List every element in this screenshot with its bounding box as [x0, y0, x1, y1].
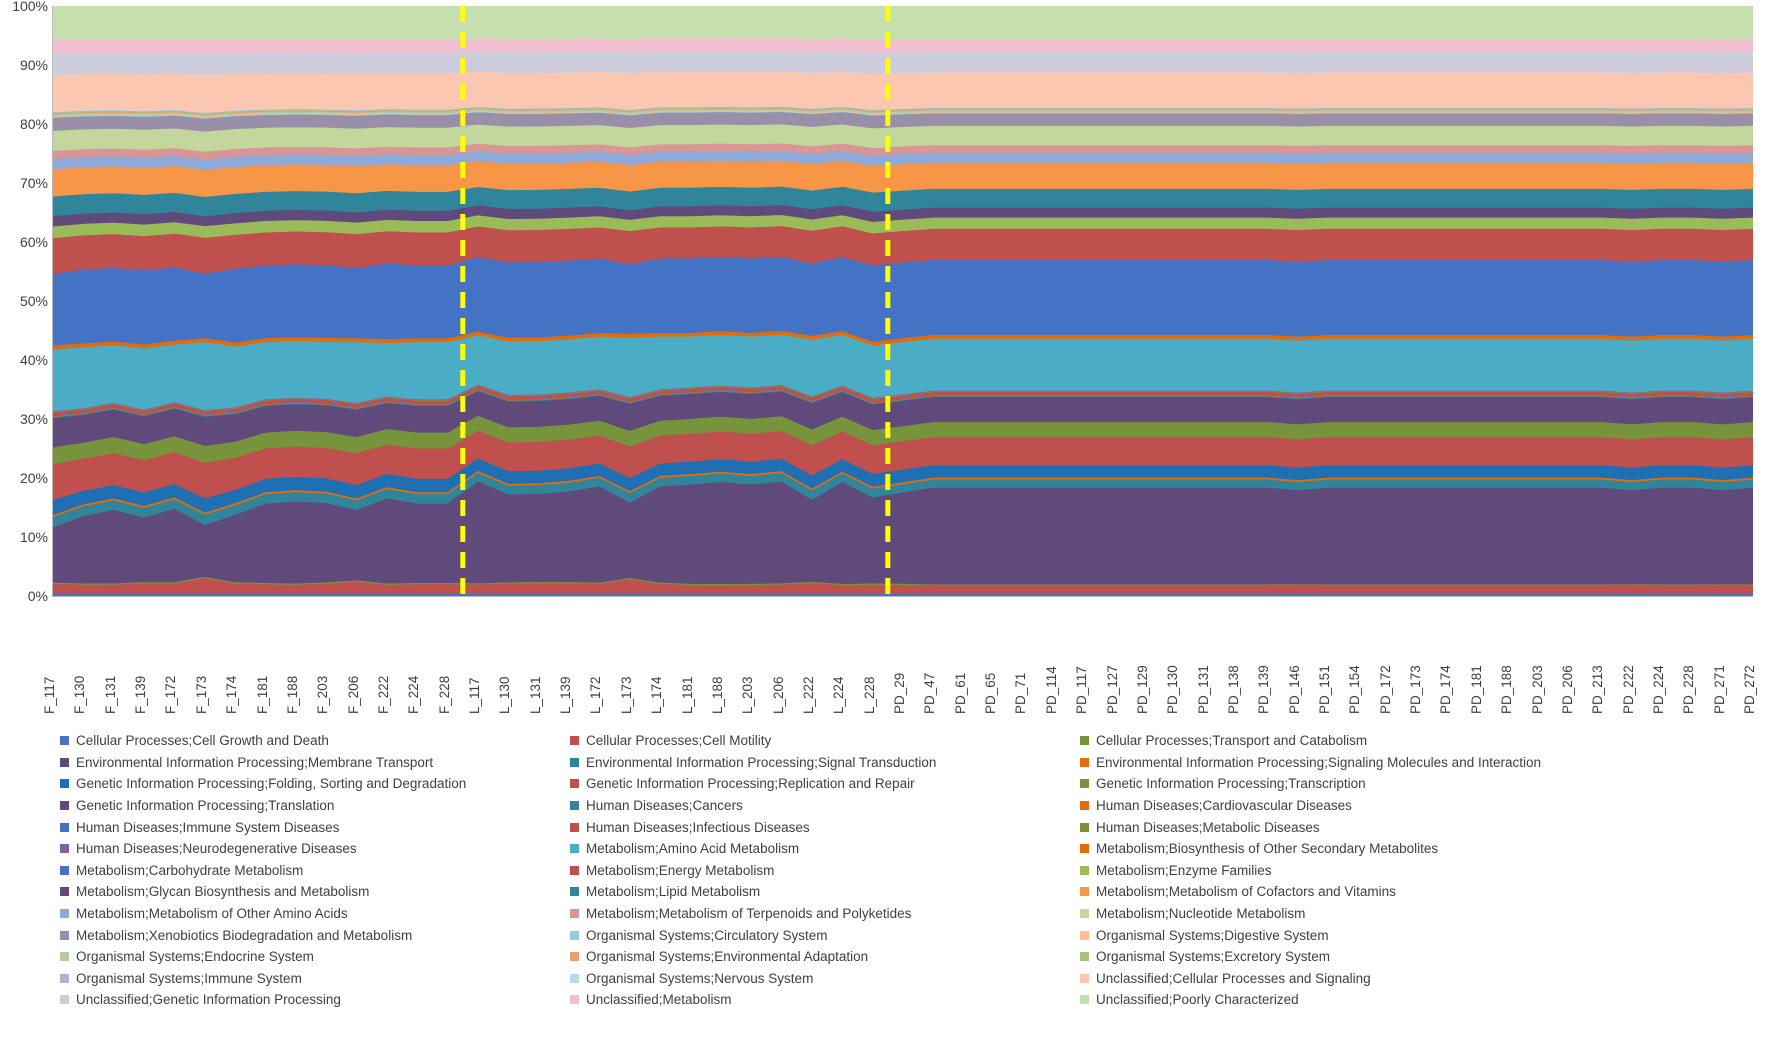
- legend-label: Human Diseases;Neurodegenerative Diseases: [76, 841, 357, 857]
- legend-color-swatch: [570, 801, 579, 810]
- legend-color-swatch: [1080, 887, 1089, 896]
- legend-item[interactable]: [1080, 816, 1600, 838]
- legend-item[interactable]: [1080, 730, 1600, 752]
- legend-color-swatch: [60, 931, 69, 940]
- x-axis-tick-label: F_172: [163, 675, 179, 714]
- legend-item[interactable]: [60, 838, 570, 860]
- legend-item[interactable]: [570, 860, 1080, 882]
- x-axis-tick-label: F_139: [133, 675, 149, 714]
- legend-color-swatch: [60, 887, 69, 896]
- legend-label: Environmental Information Processing;Signal Transduction: [586, 754, 937, 770]
- legend-item[interactable]: [1080, 968, 1600, 990]
- x-axis-tick-label: F_174: [224, 675, 240, 714]
- legend-label: Metabolism;Amino Acid Metabolism: [586, 841, 800, 857]
- x-axis-tick-label: PD_213: [1590, 665, 1606, 714]
- chart-svg: [53, 6, 1753, 596]
- legend-item[interactable]: [1080, 838, 1600, 860]
- legend-item[interactable]: [570, 989, 1080, 1011]
- x-axis-tick-label: PD_203: [1529, 665, 1545, 714]
- legend-color-swatch: [570, 931, 579, 940]
- x-axis-tick-label: PD_222: [1620, 665, 1636, 714]
- legend-label: Metabolism;Lipid Metabolism: [586, 884, 761, 900]
- legend-color-swatch: [60, 758, 69, 767]
- x-axis-tick-label: PD_206: [1559, 665, 1575, 714]
- x-axis-tick-label: PD_29: [892, 672, 907, 714]
- legend-item[interactable]: [1080, 881, 1600, 903]
- legend-color-swatch: [570, 844, 579, 853]
- legend-label: Metabolism;Metabolism of Other Amino Acids: [76, 906, 348, 922]
- x-axis-tick-label: PD_131: [1195, 665, 1211, 714]
- legend-color-swatch: [570, 758, 579, 767]
- x-axis-tick-label: L_139: [558, 676, 574, 714]
- legend-label: Metabolism;Enzyme Families: [1096, 862, 1272, 878]
- x-axis-tick-label: PD_181: [1468, 665, 1484, 714]
- x-axis-tick-label: F_224: [406, 675, 422, 714]
- legend-label: Human Diseases;Immune System Diseases: [76, 819, 340, 835]
- x-axis-tick-label: L_174: [649, 676, 665, 714]
- x-axis-tick-label: PD_228: [1681, 665, 1697, 714]
- x-axis-tick-label: F_203: [315, 675, 331, 714]
- legend-color-swatch: [1080, 801, 1089, 810]
- x-axis-tick-label: PD_117: [1074, 666, 1090, 714]
- legend-label: Unclassified;Genetic Information Processing: [76, 992, 341, 1008]
- legend-color-swatch: [570, 909, 579, 918]
- legend-color-swatch: [570, 866, 579, 875]
- legend-label: Unclassified;Metabolism: [586, 992, 732, 1008]
- x-axis-tick-label: PD_139: [1256, 665, 1272, 714]
- legend-label: Metabolism;Glycan Biosynthesis and Metabolism: [76, 884, 370, 900]
- legend-item[interactable]: [570, 773, 1080, 795]
- legend-color-swatch: [1080, 758, 1089, 767]
- legend-item[interactable]: [60, 924, 570, 946]
- legend-color-swatch: [60, 844, 69, 853]
- x-axis-tick-label: L_188: [709, 676, 725, 714]
- legend-item[interactable]: [570, 752, 1080, 774]
- legend-label: Metabolism;Energy Metabolism: [586, 862, 775, 878]
- legend-color-swatch: [60, 736, 69, 745]
- y-axis-tick: 50%: [19, 293, 48, 309]
- area-series: [53, 6, 1753, 40]
- area-series: [53, 38, 1753, 53]
- y-axis-tick: 10%: [19, 529, 48, 545]
- legend-label: Metabolism;Metabolism of Cofactors and Vitamins: [1096, 884, 1396, 900]
- x-axis-tick-label: F_181: [254, 675, 270, 714]
- x-axis-tick-label: F_117: [42, 676, 57, 714]
- x-axis-tick-label: L_130: [497, 676, 513, 714]
- legend-color-swatch: [60, 779, 69, 788]
- legend-label: Organismal Systems;Excretory System: [1096, 949, 1331, 965]
- x-axis-tick-label: PD_174: [1438, 665, 1454, 714]
- legend-item[interactable]: [570, 903, 1080, 925]
- legend-item[interactable]: [1080, 989, 1600, 1011]
- legend-item[interactable]: [570, 795, 1080, 817]
- x-axis-tick-label: PD_127: [1104, 665, 1120, 714]
- legend-color-swatch: [1080, 931, 1089, 940]
- legend-label: Human Diseases;Cardiovascular Diseases: [1096, 798, 1352, 814]
- chart-legend: [60, 730, 1760, 1011]
- legend-item[interactable]: [1080, 773, 1600, 795]
- legend-color-swatch: [1080, 823, 1089, 832]
- legend-item[interactable]: [570, 968, 1080, 990]
- x-axis-tick-label: L_228: [861, 676, 877, 714]
- legend-color-swatch: [1080, 844, 1089, 853]
- legend-item[interactable]: [1080, 860, 1600, 882]
- legend-item[interactable]: [60, 860, 570, 882]
- area-series: [53, 593, 1753, 596]
- x-axis-tick-label: F_130: [72, 675, 88, 714]
- x-axis-tick-label: L_117: [467, 677, 482, 714]
- legend-color-swatch: [570, 779, 579, 788]
- y-axis-tick: 0%: [27, 588, 48, 604]
- legend-label: Environmental Information Processing;Membrane Transport: [76, 754, 434, 770]
- y-axis-tick: 80%: [19, 116, 48, 132]
- legend-item[interactable]: [60, 752, 570, 774]
- x-axis-tick-label: L_206: [770, 676, 786, 714]
- area-series: [53, 257, 1753, 346]
- x-axis-tick-label: L_181: [679, 676, 695, 714]
- legend-item[interactable]: [570, 946, 1080, 968]
- legend-color-swatch: [570, 995, 579, 1004]
- x-axis-tick-label: PD_146: [1286, 665, 1302, 714]
- legend-color-swatch: [1080, 779, 1089, 788]
- x-axis-tick-label: L_203: [740, 676, 756, 714]
- legend-label: Organismal Systems;Endocrine System: [76, 949, 314, 965]
- x-axis-tick-label: PD_188: [1499, 665, 1515, 714]
- legend-label: Human Diseases;Cancers: [586, 798, 743, 814]
- y-axis-tick: 30%: [19, 411, 48, 427]
- legend-color-swatch: [1080, 736, 1089, 745]
- legend-item[interactable]: [60, 989, 570, 1011]
- legend-label: Organismal Systems;Digestive System: [1096, 927, 1329, 943]
- x-axis-tick-label: PD_173: [1408, 665, 1424, 714]
- x-axis-tick-label: PD_47: [922, 672, 938, 714]
- legend-label: Organismal Systems;Environmental Adaptation: [586, 949, 869, 965]
- legend-color-swatch: [570, 823, 579, 832]
- legend-label: Cellular Processes;Cell Growth and Death: [76, 733, 329, 749]
- x-axis-labels: [42, 604, 1757, 714]
- legend-item[interactable]: [60, 968, 570, 990]
- legend-color-swatch: [1080, 866, 1089, 875]
- x-axis-tick-label: L_173: [618, 676, 634, 714]
- legend-label: Human Diseases;Infectious Diseases: [586, 819, 810, 835]
- legend-label: Metabolism;Biosynthesis of Other Secondary Metabolites: [1096, 841, 1439, 857]
- legend-color-swatch: [1080, 974, 1089, 983]
- legend-color-swatch: [1080, 995, 1089, 1004]
- legend-item[interactable]: [60, 903, 570, 925]
- x-axis-tick-label: F_206: [345, 675, 361, 714]
- y-axis: [0, 0, 52, 604]
- legend-label: Cellular Processes;Transport and Catabolism: [1096, 733, 1368, 749]
- y-axis-tick: 60%: [19, 234, 48, 250]
- legend-color-swatch: [1080, 909, 1089, 918]
- legend-item[interactable]: [1080, 903, 1600, 925]
- x-axis-tick-label: PD_224: [1650, 665, 1666, 714]
- legend-label: Organismal Systems;Nervous System: [586, 970, 814, 986]
- legend-item[interactable]: [570, 816, 1080, 838]
- legend-item[interactable]: [570, 838, 1080, 860]
- legend-item[interactable]: [60, 773, 570, 795]
- legend-label: Metabolism;Xenobiotics Biodegradation and Metabolism: [76, 927, 413, 943]
- legend-label: Organismal Systems;Circulatory System: [586, 927, 828, 943]
- x-axis-tick-label: PD_114: [1043, 666, 1059, 714]
- legend-item[interactable]: [570, 924, 1080, 946]
- legend-label: Metabolism;Nucleotide Metabolism: [1096, 906, 1306, 922]
- legend-color-swatch: [60, 952, 69, 961]
- legend-color-swatch: [60, 823, 69, 832]
- y-axis-tick: 70%: [19, 175, 48, 191]
- legend-color-swatch: [570, 952, 579, 961]
- x-axis-tick-label: F_188: [284, 675, 300, 714]
- legend-label: Genetic Information Processing;Folding, Sorting and Degradation: [76, 776, 467, 792]
- x-axis-tick-label: L_172: [588, 676, 604, 714]
- y-axis-tick: 100%: [12, 0, 48, 14]
- legend-label: Unclassified;Cellular Processes and Signaling: [1096, 970, 1371, 986]
- x-axis-tick-label: PD_65: [983, 672, 999, 714]
- x-axis-tick-label: PD_130: [1165, 665, 1181, 714]
- legend-color-swatch: [60, 801, 69, 810]
- legend-color-swatch: [570, 736, 579, 745]
- legend-item[interactable]: [1080, 752, 1600, 774]
- legend-label: Human Diseases;Metabolic Diseases: [1096, 819, 1320, 835]
- legend-item[interactable]: [60, 795, 570, 817]
- x-axis-tick-label: F_173: [193, 675, 209, 714]
- x-axis-tick-label: L_222: [800, 676, 816, 714]
- legend-item[interactable]: [60, 816, 570, 838]
- x-axis-tick-label: F_131: [102, 675, 118, 714]
- x-axis-tick-label: PD_71: [1013, 672, 1029, 714]
- legend-color-swatch: [570, 974, 579, 983]
- legend-label: Unclassified;Poorly Characterized: [1096, 992, 1299, 1008]
- legend-label: Metabolism;Carbohydrate Metabolism: [76, 862, 304, 878]
- y-axis-tick: 90%: [19, 57, 48, 73]
- y-axis-tick: 40%: [19, 352, 48, 368]
- legend-color-swatch: [1080, 952, 1089, 961]
- legend-color-swatch: [60, 995, 69, 1004]
- legend-label: Environmental Information Processing;Signaling Molecules and Interaction: [1096, 754, 1541, 770]
- legend-item[interactable]: [570, 730, 1080, 752]
- stacked-area-chart: [52, 6, 1753, 597]
- legend-label: Genetic Information Processing;Translation: [76, 798, 335, 814]
- legend-color-swatch: [60, 866, 69, 875]
- legend-item[interactable]: [60, 946, 570, 968]
- x-axis-tick-label: PD_272: [1742, 665, 1757, 714]
- x-axis-tick-label: PD_154: [1347, 665, 1363, 714]
- x-axis-tick-label: F_228: [436, 675, 452, 714]
- x-axis-tick-label: L_224: [831, 676, 847, 714]
- x-axis-tick-label: PD_271: [1711, 665, 1727, 714]
- legend-item[interactable]: [60, 881, 570, 903]
- legend-item[interactable]: [60, 730, 570, 752]
- legend-label: Genetic Information Processing;Replication and Repair: [586, 776, 915, 792]
- area-series: [53, 51, 1753, 75]
- x-axis-tick-label: PD_129: [1134, 665, 1150, 714]
- x-axis-tick-label: PD_172: [1377, 665, 1393, 714]
- legend-item[interactable]: [570, 881, 1080, 903]
- legend-item[interactable]: [1080, 924, 1600, 946]
- legend-label: Organismal Systems;Immune System: [76, 970, 302, 986]
- legend-color-swatch: [60, 909, 69, 918]
- y-axis-tick: 20%: [19, 470, 48, 486]
- legend-item[interactable]: [1080, 795, 1600, 817]
- x-axis-tick-label: PD_61: [952, 672, 968, 714]
- x-axis-tick-label: L_131: [527, 676, 543, 714]
- area-series: [53, 71, 1753, 112]
- legend-label: Cellular Processes;Cell Motility: [586, 733, 772, 749]
- legend-color-swatch: [570, 887, 579, 896]
- x-axis-tick-label: PD_138: [1225, 665, 1241, 714]
- x-axis-tick-label: F_222: [375, 675, 391, 714]
- legend-label: Genetic Information Processing;Transcription: [1096, 776, 1366, 792]
- legend-color-swatch: [60, 974, 69, 983]
- x-axis-tick-label: PD_151: [1317, 665, 1332, 714]
- legend-label: Metabolism;Metabolism of Terpenoids and Polyketides: [586, 906, 912, 922]
- legend-item[interactable]: [1080, 946, 1600, 968]
